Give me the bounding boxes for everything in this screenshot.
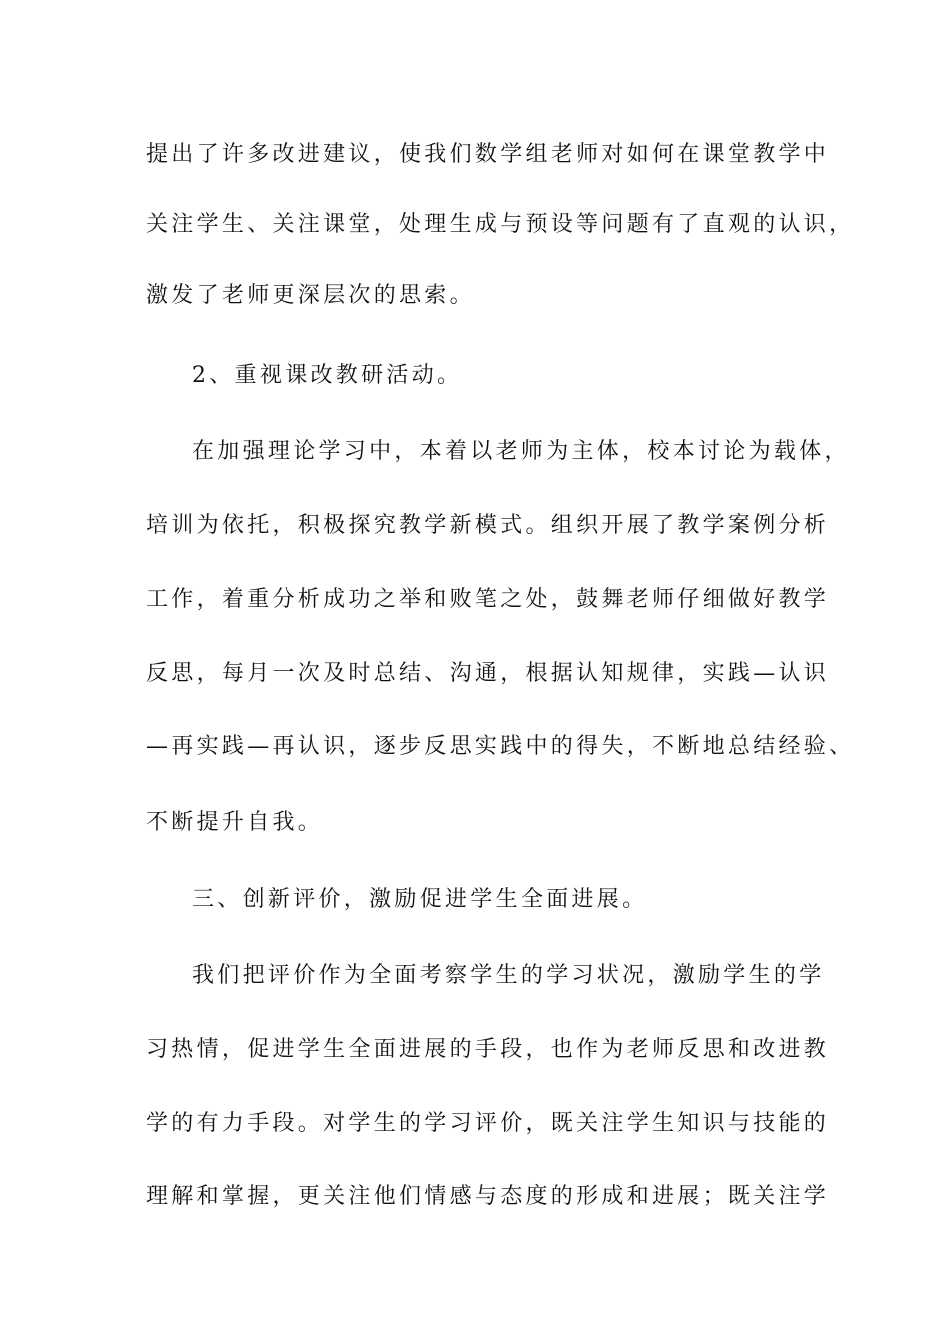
text-line: 反思，每月一次及时总结、沟通，根据认知规律，实践—认识	[146, 661, 830, 686]
text-line: 习热情，促进学生全面进展的手段，也作为老师反思和改进教	[146, 1037, 830, 1062]
text-line: 理解和掌握，更关注他们情感与态度的形成和进展；既关注学	[146, 1184, 830, 1209]
text-line: 学的有力手段。对学生的学习评价，既关注学生知识与技能的	[146, 1111, 830, 1136]
text-line: 不断提升自我。	[146, 810, 324, 835]
text-line: —再实践—再认识，逐步反思实践中的得失，不断地总结经验、	[146, 734, 855, 759]
text-line: 工作，着重分析成功之举和败笔之处，鼓舞老师仔细做好教学	[146, 587, 830, 612]
text-line: 培训为依托，积极探究教学新模式。组织开展了教学案例分析	[146, 513, 830, 538]
section-heading: 三、创新评价，激励促进学生全面进展。	[192, 887, 648, 912]
text-line: 关注学生、关注课堂，处理生成与预设等问题有了直观的认识，	[146, 212, 855, 237]
text-line: 提出了许多改进建议，使我们数学组老师对如何在课堂教学中	[146, 142, 830, 167]
text-line: 激发了老师更深层次的思索。	[146, 283, 475, 308]
text-line: 在加强理论学习中，本着以老师为主体，校本讨论为载体，	[192, 439, 850, 464]
section-heading: 2、重视课改教研活动。	[192, 363, 463, 388]
text-line: 我们把评价作为全面考察学生的学习状况，激励学生的学	[192, 963, 825, 988]
